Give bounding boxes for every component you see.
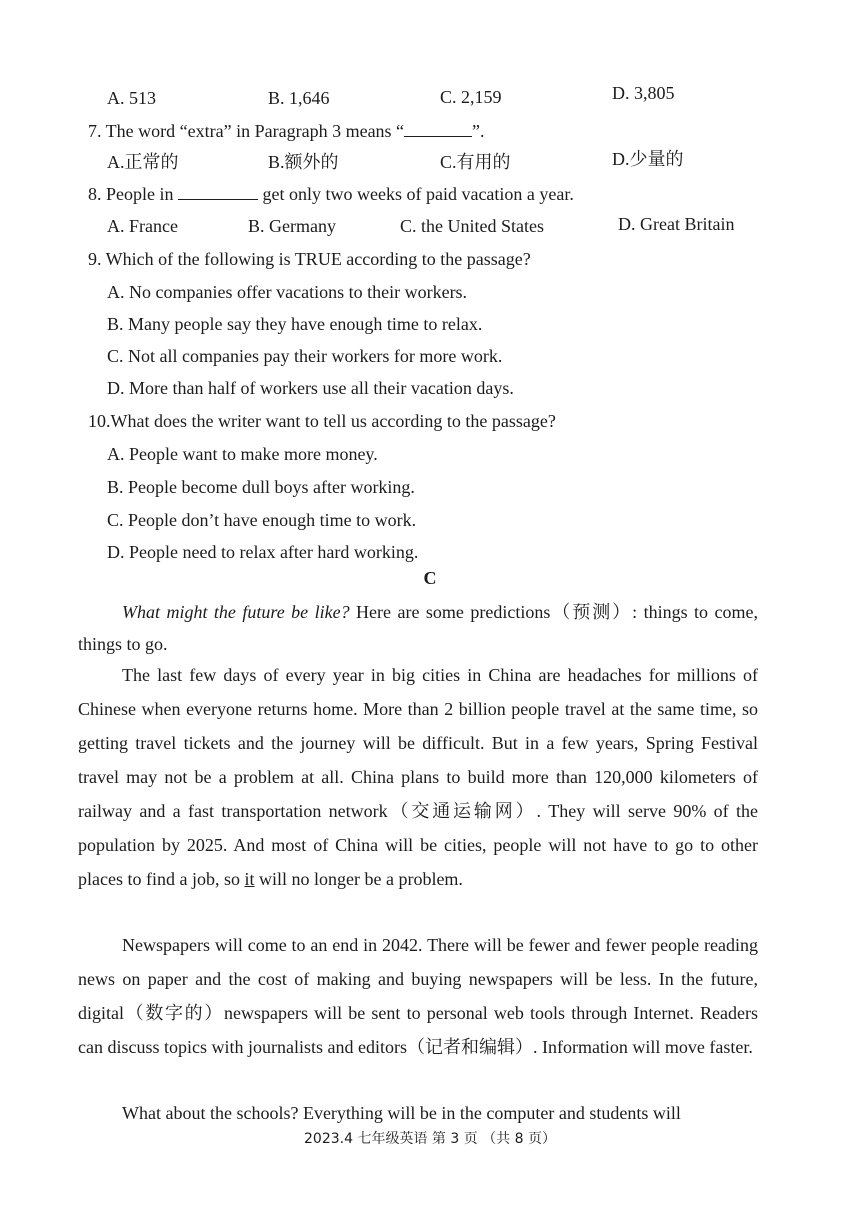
q10-option-a: A. People want to make more money. xyxy=(107,444,378,464)
page-footer: 2023.4 七年级英语 第 3 页 （共 8 页） xyxy=(304,1131,556,1147)
q9-option-d: D. More than half of workers use all their vacation days. xyxy=(107,378,514,398)
q6-option-a: A. 513 xyxy=(107,88,156,108)
q10-option-d: D. People need to relax after hard working. xyxy=(107,542,419,562)
p1-underlined-word: it xyxy=(244,869,255,889)
q8-option-c: C. the United States xyxy=(400,216,544,236)
section-c-intro xyxy=(78,596,758,660)
q7-option-d: D.少量的 xyxy=(612,149,684,169)
q8-stem-suffix: get only two weeks of paid vacation a year. xyxy=(258,184,574,204)
q8-option-a: A. France xyxy=(107,216,178,236)
q7-option-b: B.额外的 xyxy=(268,152,339,172)
p1-after: will no longer be a problem. xyxy=(254,869,463,889)
q9-option-c: C. Not all companies pay their workers for more work. xyxy=(107,346,503,366)
q9-option-a: A. No companies offer vacations to their workers. xyxy=(107,282,468,302)
intro-italic-question: What might the future be like? xyxy=(122,602,350,622)
section-c-paragraph-1 xyxy=(78,658,758,896)
p3-text: What about the schools? Everything will be in the computer and students will xyxy=(122,1103,681,1123)
q9-stem: 9. Which of the following is TRUE according to the passage? xyxy=(88,249,531,269)
p1-before: The last few days of every year in big cities in China are headaches for millions of Chinese when everyone returns home. More than 2 billion people travel at the same time, so getting travel tickets and the journey will be difficult. But in a few years, Spring Festival travel may not be a problem at all. China plans to build more than 120,000 kilometers of railway and a fast transportation network（交通运输网）. They will serve 90% of the population by 2025. And most of China will be cities, people will not have to go to other places to find a job, so xyxy=(78,665,758,889)
q6-option-c: C. 2,159 xyxy=(440,87,502,107)
section-c-heading: C xyxy=(423,568,437,588)
q8-answer-blank xyxy=(178,183,258,200)
q8-option-d: D. Great Britain xyxy=(618,214,735,234)
q7-answer-blank xyxy=(404,120,472,137)
intro-rest: Here are some predictions（预测）: things to come, things to go. xyxy=(78,602,758,654)
q10-stem: 10.What does the writer want to tell us according to the passage? xyxy=(88,411,556,431)
section-c-paragraph-2 xyxy=(78,928,758,1064)
section-c-paragraph-3 xyxy=(78,1096,758,1130)
q8-stem xyxy=(88,183,574,205)
q7-stem xyxy=(88,120,485,142)
q10-option-b: B. People become dull boys after working. xyxy=(107,477,415,497)
q6-option-d: D. 3,805 xyxy=(612,83,675,103)
q7-stem-prefix: 7. The word “extra” in Paragraph 3 means “ xyxy=(88,121,405,141)
q8-stem-prefix: 8. People in xyxy=(88,184,178,204)
q7-option-a: A.正常的 xyxy=(107,152,179,172)
q8-option-b: B. Germany xyxy=(248,216,336,236)
q6-option-b: B. 1,646 xyxy=(268,88,330,108)
p2-text: Newspapers will come to an end in 2042. There will be fewer and fewer people reading news on paper and the cost of making and buying newspapers will be less. In the future, digital（数字的）newspapers will be sent to personal web tools through Internet. Readers can discuss topics with journalists and editors（记者和编辑）. Information will move faster. xyxy=(78,935,758,1057)
q9-option-b: B. Many people say they have enough time to relax. xyxy=(107,314,483,334)
q7-stem-suffix: ”. xyxy=(472,121,485,141)
q10-option-c: C. People don’t have enough time to work. xyxy=(107,510,417,530)
q7-option-c: C.有用的 xyxy=(440,152,511,172)
